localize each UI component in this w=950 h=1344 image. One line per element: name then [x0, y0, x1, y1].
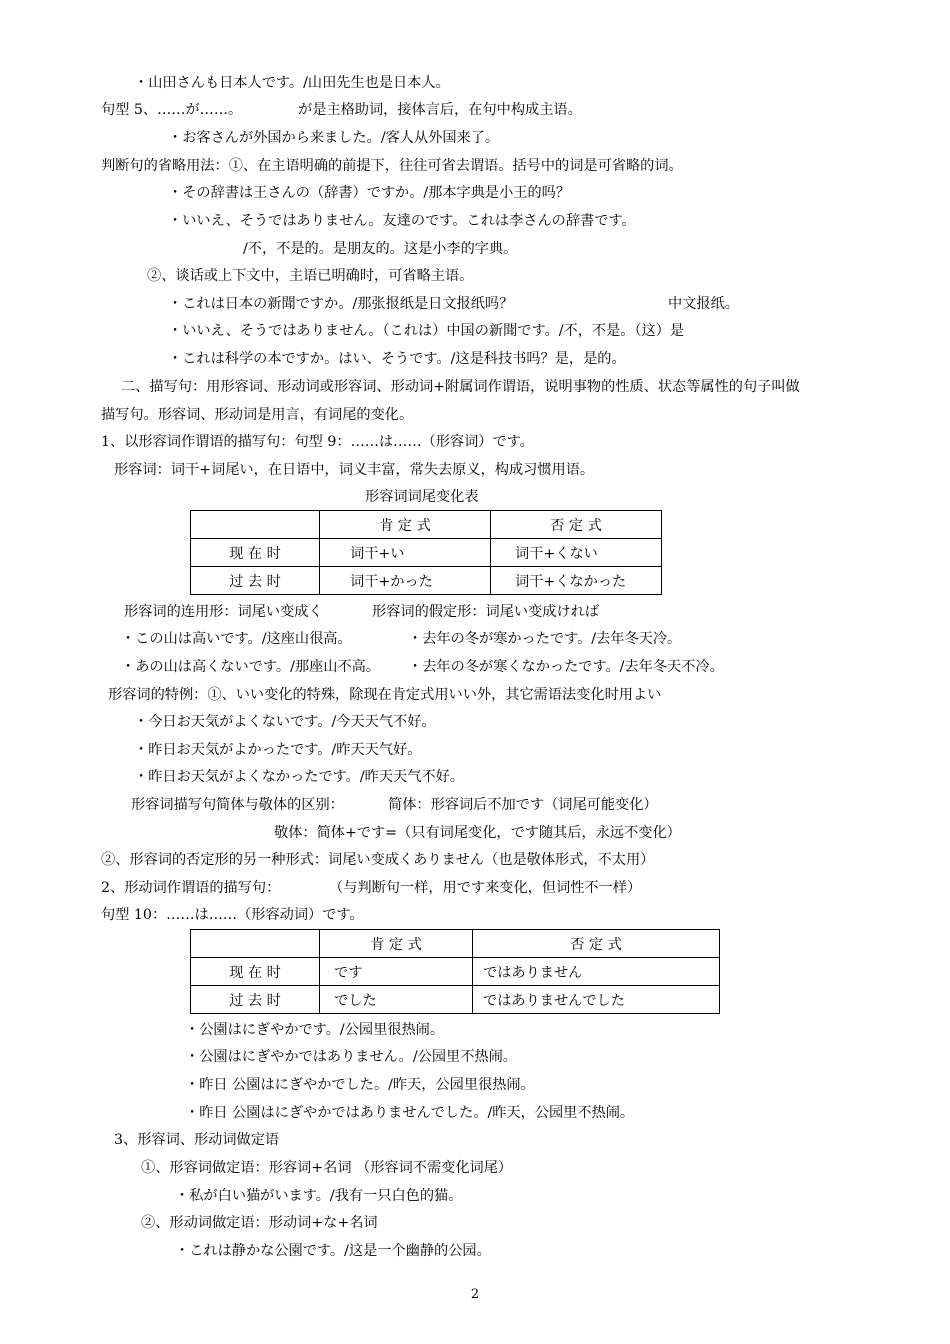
- table-header: 否 定 式: [473, 930, 720, 958]
- text-line: ・公園はにぎやかではありません。/公园里不热闹。: [185, 1049, 517, 1065]
- table-cell: です: [320, 958, 473, 986]
- text-line: ②、谈话或上下文中，主语已明确时，可省略主语。: [147, 268, 474, 284]
- table-cell: 词干+くなかった: [491, 567, 662, 595]
- text-line: ②、形容词的否定形的另一种形式：词尾い变成くありません（也是敬体形式，不太用）: [101, 852, 655, 868]
- subsection-heading: 1、以形容词作谓语的描写句：句型 9：……は……（形容词）です。: [101, 434, 534, 450]
- text-line: ・いいえ、そうではありません。友達のです。これは李さんの辞書です。: [168, 213, 636, 229]
- section-heading: 二、描写句：用形容词、形动词或形容词、形动词+附属词作谓语，说明事物的性质、状态等属性的句子叫做: [121, 379, 800, 395]
- table-cell: 现 在 时: [191, 539, 320, 567]
- table-cell: 词干+かった: [320, 567, 491, 595]
- table-cell: ではありませんでした: [473, 986, 720, 1014]
- table-row: [191, 958, 720, 986]
- sentence-pattern-heading: 句型 5、……が……。: [101, 102, 243, 118]
- table-cell: 词干+くない: [491, 539, 662, 567]
- table-cell: 过 去 时: [191, 567, 320, 595]
- text-line: ・去年の冬が寒くなかったです。/去年冬天不冷。: [408, 659, 724, 675]
- text-line: ・昨日 公園はにぎやかではありませんでした。/昨天，公园里不热闹。: [185, 1105, 635, 1121]
- table-cell: 现 在 时: [191, 958, 320, 986]
- text-line: （与判断句一样，用です来变化，但词性不一样）: [329, 880, 642, 896]
- text-line: が是主格助词，接体言后，在句中构成主语。: [298, 102, 582, 118]
- table-cell: でした: [320, 986, 473, 1014]
- text-line: ・その辞書は王さんの（辞書）ですか。/那本字典是小王的吗？: [168, 185, 571, 201]
- text-line: 判断句的省略用法：①、在主语明确的前提下，往往可省去谓语。括号中的词是可省略的词。: [101, 158, 683, 174]
- table-row: [191, 511, 662, 539]
- text-line: 形容词描写句简体与敬体的区别：: [131, 797, 344, 813]
- table-cell: [191, 930, 320, 958]
- page-number: 2: [470, 1287, 480, 1302]
- text-line: ・お客さんが外国から来ました。/客人从外国来了。: [168, 130, 500, 146]
- text-line: 简体：形容词后不加です（词尾可能变化）: [388, 797, 658, 813]
- text-line: 描写句。形容词、形动词是用言，有词尾的变化。: [101, 407, 414, 423]
- text-line: ・公園はにぎやかです。/公园里很热闹。: [185, 1022, 445, 1038]
- subsection-heading: 2、形动词作谓语的描写句：: [101, 880, 281, 896]
- table-cell: [191, 511, 320, 539]
- text-line: ・私が白い猫がいます。/我有一只白色的猫。: [175, 1188, 463, 1204]
- table-cell: ではありません: [473, 958, 720, 986]
- table-row: [191, 986, 720, 1014]
- text-line: ②、形动词做定语：形动词+な+名词: [141, 1215, 378, 1231]
- table-header: 肯 定 式: [320, 930, 473, 958]
- text-line: ・昨日 公園はにぎやかでした。/昨天，公园里很热闹。: [185, 1077, 535, 1093]
- text-line: ・これは静かな公園です。/这是一个幽静的公园。: [175, 1243, 491, 1259]
- subsection-heading: 3、形容词、形动词做定语: [114, 1132, 280, 1148]
- table-row: [191, 567, 662, 595]
- text-line: ・山田さんも日本人です。/山田先生也是日本人。: [134, 75, 450, 91]
- text-line: ・これは科学の本ですか。はい、そうです。/这是科技书吗？是，是的。: [168, 351, 626, 367]
- text-line: ・今日お天気がよくないです。/今天天气不好。: [134, 714, 436, 730]
- table-row: [191, 539, 662, 567]
- text-line: 形容词的特例：①、いい变化的特殊，除现在肯定式用いい外，其它需语法变化时用よい: [108, 687, 662, 703]
- text-line: 敬体：简体+です=（只有词尾变化，です随其后，永远不变化）: [274, 825, 681, 841]
- text-line: ・これは日本の新聞ですか。/那张报纸是日文报纸吗？: [168, 296, 514, 312]
- text-line: 形容词的连用形：词尾い变成く: [124, 604, 323, 620]
- text-line: ・あの山は高くないです。/那座山不高。: [121, 659, 381, 675]
- text-line: 形容词的假定形：词尾い变成ければ: [372, 604, 600, 620]
- text-line: ・昨日お天気がよくなかったです。/昨天天气不好。: [134, 769, 464, 785]
- table-header: 肯 定 式: [320, 511, 491, 539]
- text-line: 形容词：词干+词尾い，在日语中，词义丰富，常失去原义，构成习惯用语。: [114, 462, 595, 478]
- adjectival-noun-table: [190, 929, 720, 1014]
- adjective-ending-table: [190, 510, 662, 595]
- text-line: ・この山は高いです。/这座山很高。: [121, 631, 352, 647]
- text-line: ・いいえ、そうではありません。（これは）中国の新聞です。/不，不是。（这）是: [168, 323, 685, 339]
- text-line: 中文报纸。: [668, 296, 739, 312]
- table-caption: 形容词词尾变化表: [365, 489, 479, 505]
- text-line: ①、形容词做定语：形容词+名词 （形容词不需变化词尾）: [141, 1160, 513, 1176]
- table-cell: 词干+い: [320, 539, 491, 567]
- text-line: /不，不是的。是朋友的。这是小李的字典。: [243, 241, 518, 257]
- text-line: ・去年の冬が寒かったです。/去年冬天冷。: [408, 631, 682, 647]
- sentence-pattern-heading: 句型 10：……は……（形容动词）です。: [101, 907, 364, 923]
- text-line: ・昨日お天気がよかったです。/昨天天气好。: [134, 742, 422, 758]
- table-row: [191, 930, 720, 958]
- table-header: 否 定 式: [491, 511, 662, 539]
- table-cell: 过 去 时: [191, 986, 320, 1014]
